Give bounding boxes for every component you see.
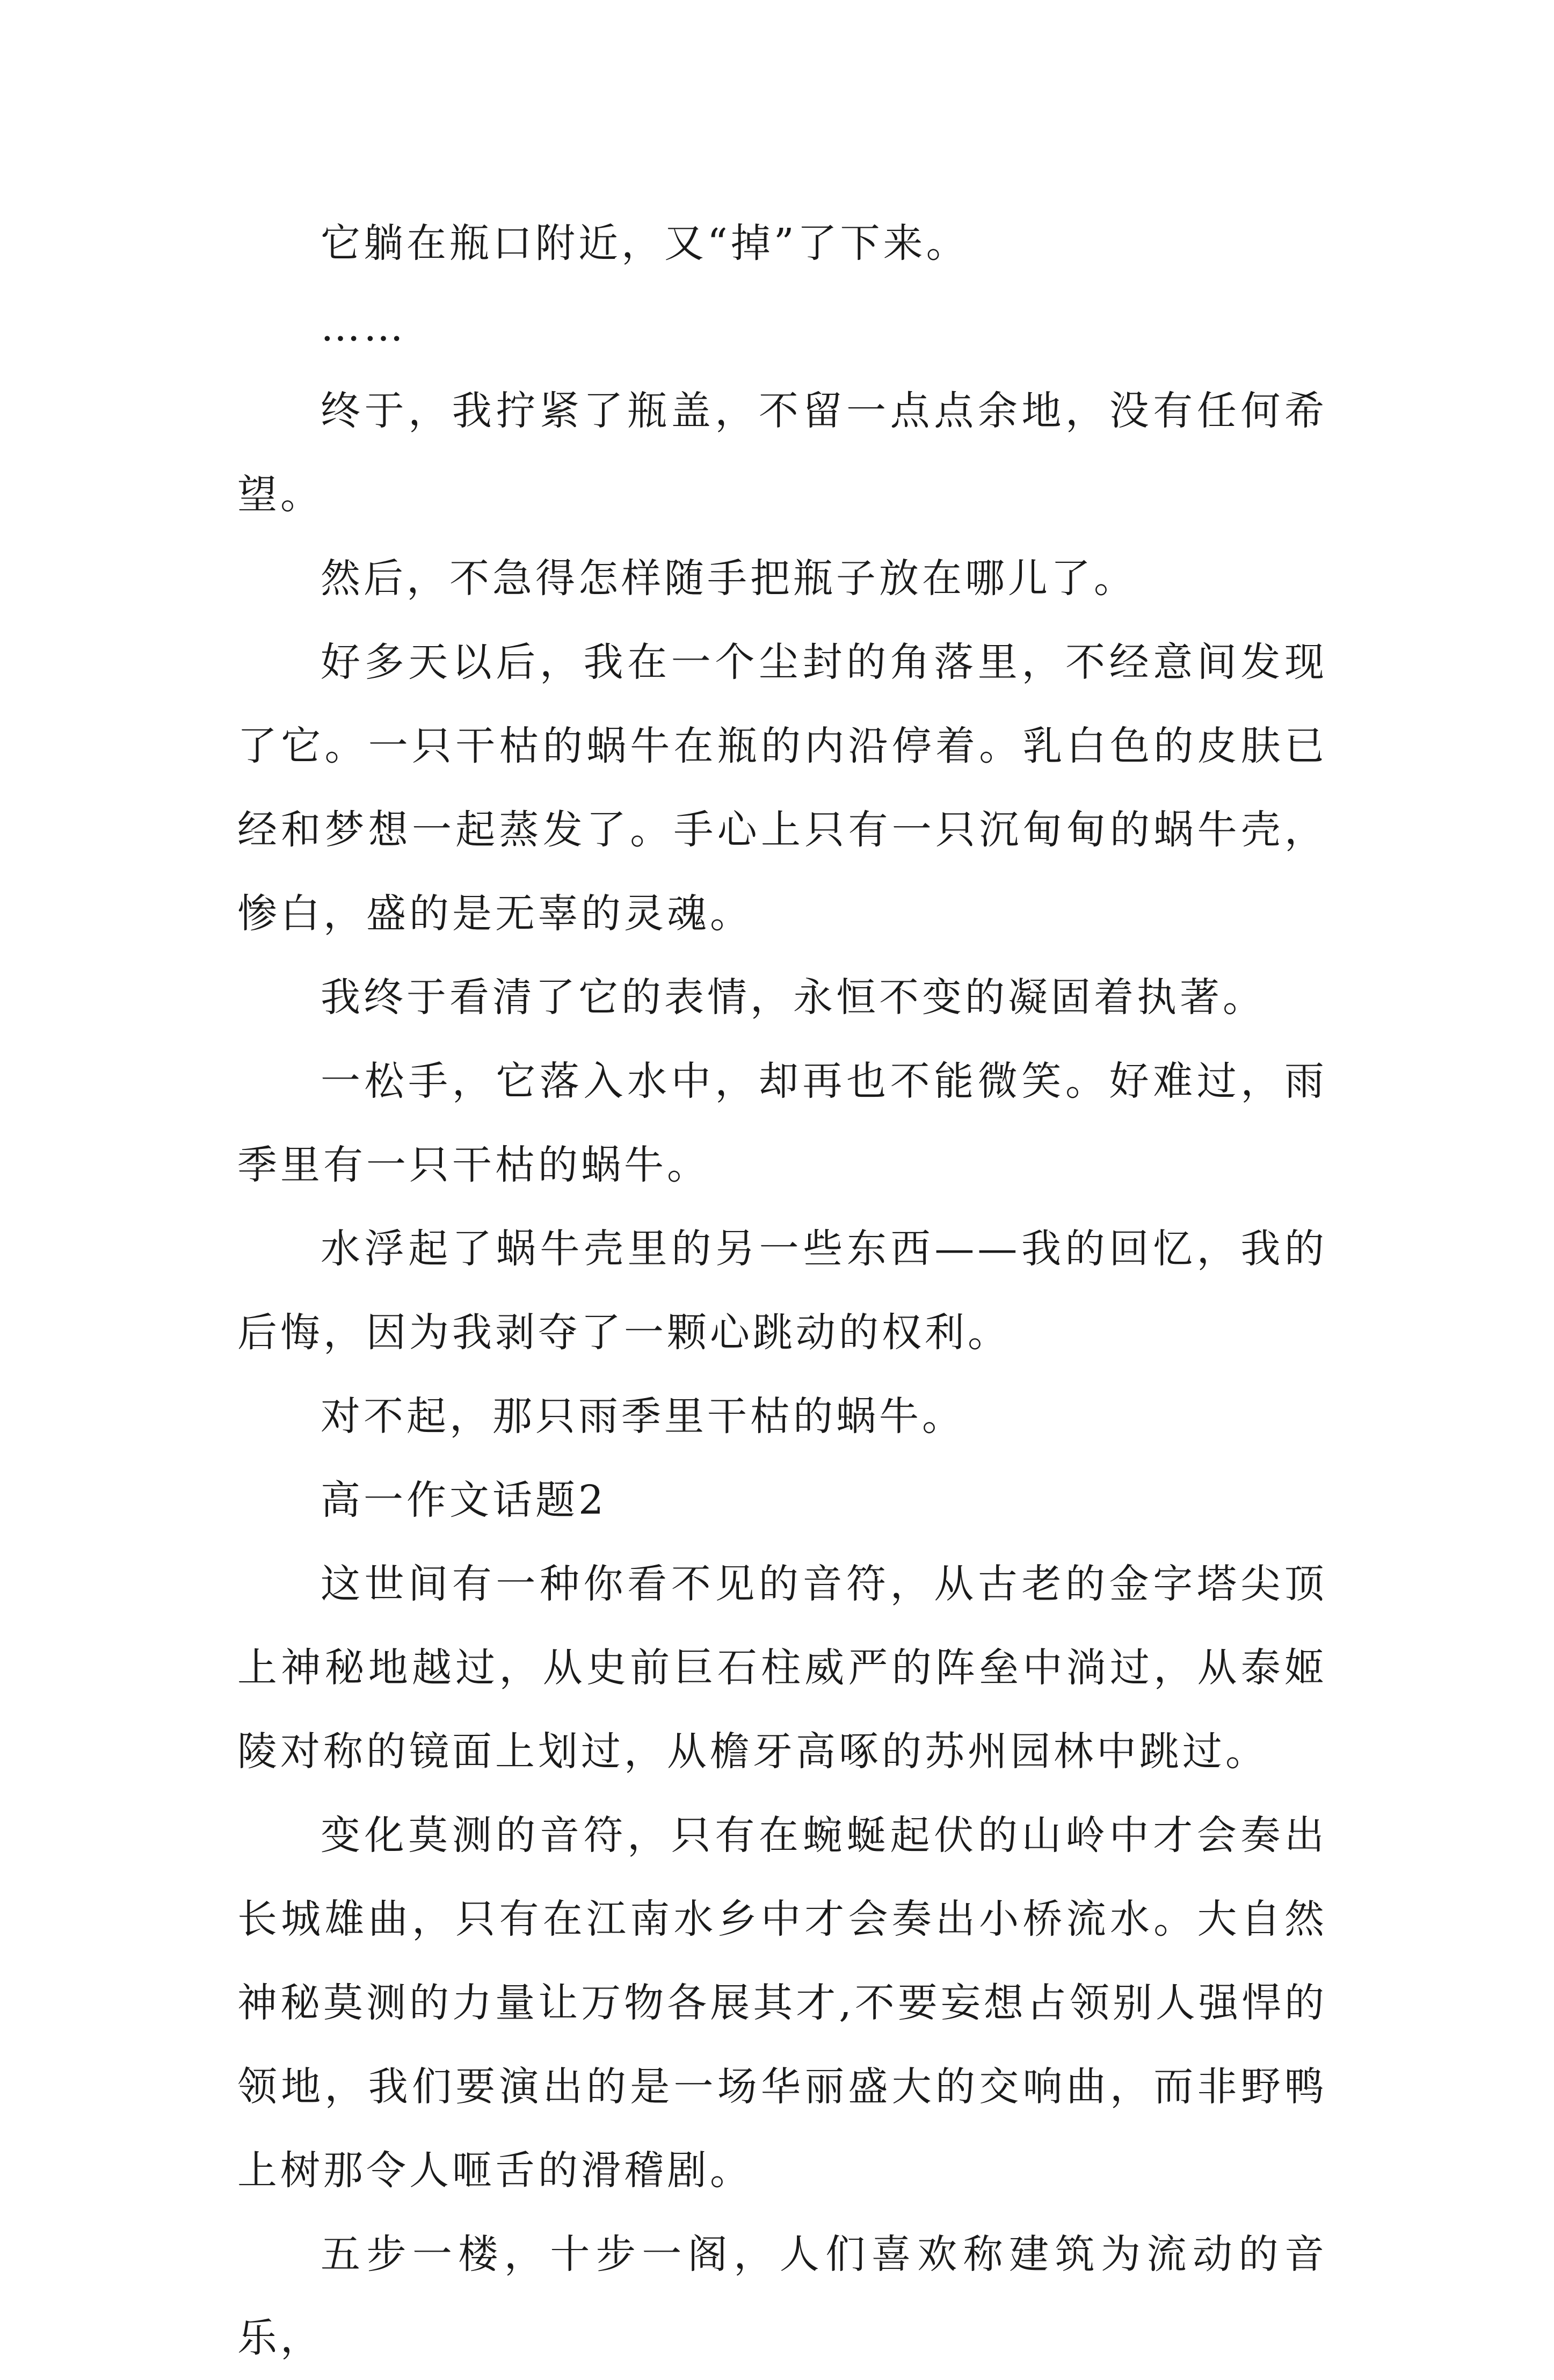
paragraph: 对不起，那只雨季里干枯的蜗牛。 — [321, 1393, 965, 1439]
section-heading: 高一作文话题2 — [321, 1477, 607, 1523]
paragraph: 一松手，它落入水中，却再也不能微笑。好难过，雨季里有一只干枯的蜗牛。 — [237, 1058, 1327, 1188]
paragraph: 五步一楼，十步一阁，人们喜欢称建筑为流动的音乐， — [237, 2231, 1327, 2361]
paragraph: 我终于看清了它的表情，永恒不变的凝固着执著。 — [321, 974, 1266, 1021]
paragraph: 水浮起了蜗牛壳里的另一些东西——我的回忆，我的后悔，因为我剥夺了一颗心跳动的权利。 — [237, 1226, 1327, 1356]
paragraph: 变化莫测的音符，只有在蜿蜒起伏的山岭中才会奏出长城雄曲，只有在江南水乡中才会奏出小桥流水。大自然神秘莫测的力量让万物各展其才,不要妄想占领别人强悍的领地，我们要演出的是一场华丽盛大的交响曲，而非野鸭上树那令人咂舌的滑稽剧。 — [237, 1812, 1327, 2194]
paragraph: 它躺在瓶口附近，又“掉”了下来。 — [321, 220, 969, 266]
paragraph: 然后，不急得怎样随手把瓶子放在哪儿了。 — [321, 555, 1137, 602]
paragraph: 终于，我拧紧了瓶盖，不留一点点余地，没有任何希望。 — [237, 388, 1327, 518]
document-body — [237, 201, 1327, 2380]
paragraph: 好多天以后，我在一个尘封的角落里，不经意间发现了它。一只干枯的蜗牛在瓶的内沿停着。乳白色的皮肤已经和梦想一起蒸发了。手心上只有一只沉甸甸的蜗牛壳，惨白，盛的是无辜的灵魂。 — [237, 639, 1327, 937]
paragraph-ellipsis: …… — [321, 304, 406, 350]
paragraph: 这世间有一种你看不见的音符，从古老的金字塔尖顶上神秘地越过，从史前巨石柱威严的阵垒中淌过，从泰姬陵对称的镜面上划过，从檐牙高啄的苏州园林中跳过。 — [237, 1561, 1327, 1775]
